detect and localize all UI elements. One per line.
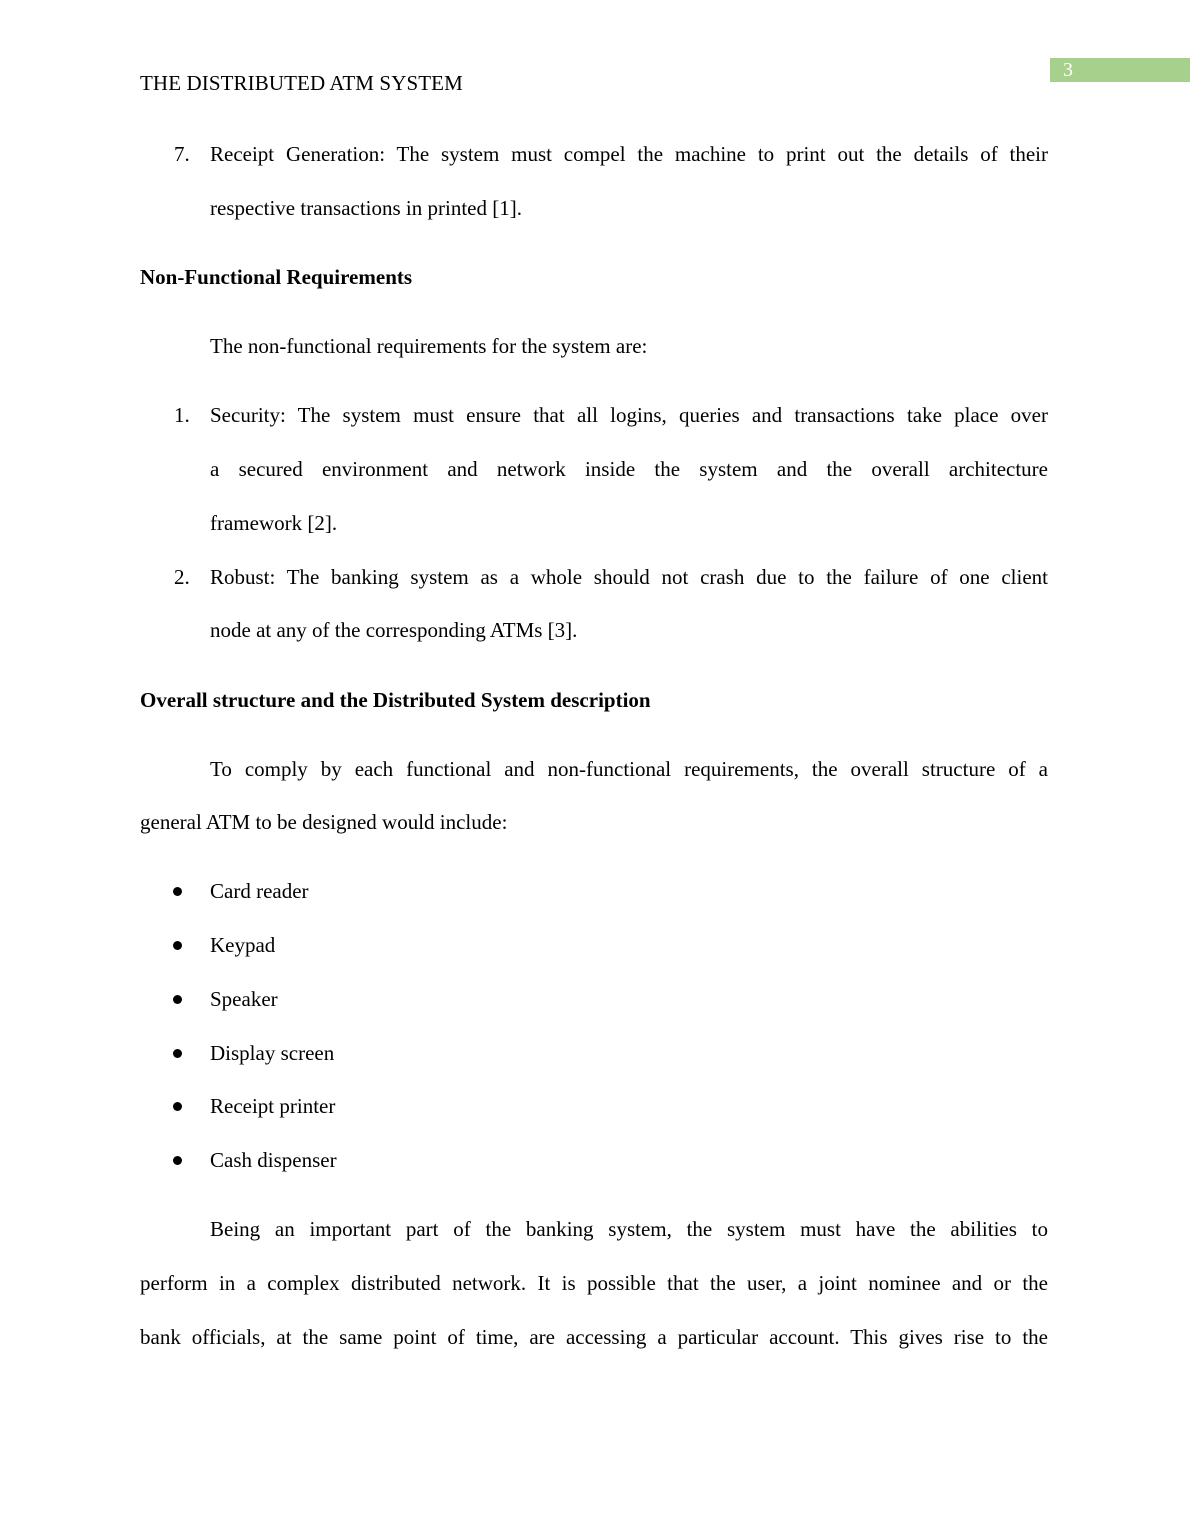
- bullet-icon: [173, 995, 182, 1004]
- section-heading-structure: Overall structure and the Distributed System description: [140, 688, 651, 712]
- bullet-icon: [173, 941, 182, 950]
- structure-para2-line2: perform in a complex distributed network. It is possible that the user, a joint nominee and or the: [140, 1271, 1048, 1295]
- bullet-icon: [173, 1049, 182, 1058]
- list-number: 7.: [174, 142, 190, 166]
- list-item: Keypad: [210, 933, 276, 957]
- structure-para2-line1: Being an important part of the banking system, the system must have the abilities to: [210, 1217, 1048, 1241]
- list-number: 2.: [174, 565, 190, 589]
- section-heading-nonfunctional: Non-Functional Requirements: [140, 265, 413, 289]
- bullet-icon: [173, 1156, 182, 1165]
- security-line3: framework [2].: [210, 511, 338, 535]
- structure-para2-line3: bank officials, at the same point of time, are accessing a particular account. This gives rise to the: [140, 1325, 1048, 1349]
- bullet-icon: [173, 887, 182, 896]
- nonfunctional-intro: The non-functional requirements for the system are:: [210, 334, 648, 358]
- list-item: Speaker: [210, 987, 278, 1011]
- security-line1: Security: The system must ensure that all logins, queries and transactions take place over: [210, 403, 1048, 427]
- bullet-icon: [173, 1102, 182, 1111]
- robust-line1: Robust: The banking system as a whole should not crash due to the failure of one client: [210, 565, 1048, 589]
- item7-line2: respective transactions in printed [1].: [210, 196, 522, 220]
- list-item: Receipt printer: [210, 1094, 336, 1118]
- item7-line1: Receipt Generation: The system must compel the machine to print out the details of their: [210, 142, 1048, 166]
- running-head: THE DISTRIBUTED ATM SYSTEM: [140, 71, 463, 95]
- structure-para1-line2: general ATM to be designed would include:: [140, 810, 508, 834]
- list-number: 1.: [174, 403, 190, 427]
- list-item: Card reader: [210, 879, 309, 903]
- list-item: Cash dispenser: [210, 1148, 337, 1172]
- structure-para1-line1: To comply by each functional and non-functional requirements, the overall structure of a: [210, 757, 1048, 781]
- robust-line2: node at any of the corresponding ATMs [3].: [210, 618, 578, 642]
- security-line2: a secured environment and network inside the system and the overall architecture: [210, 457, 1048, 481]
- list-item: Display screen: [210, 1041, 335, 1065]
- page-number: 3: [1063, 59, 1073, 81]
